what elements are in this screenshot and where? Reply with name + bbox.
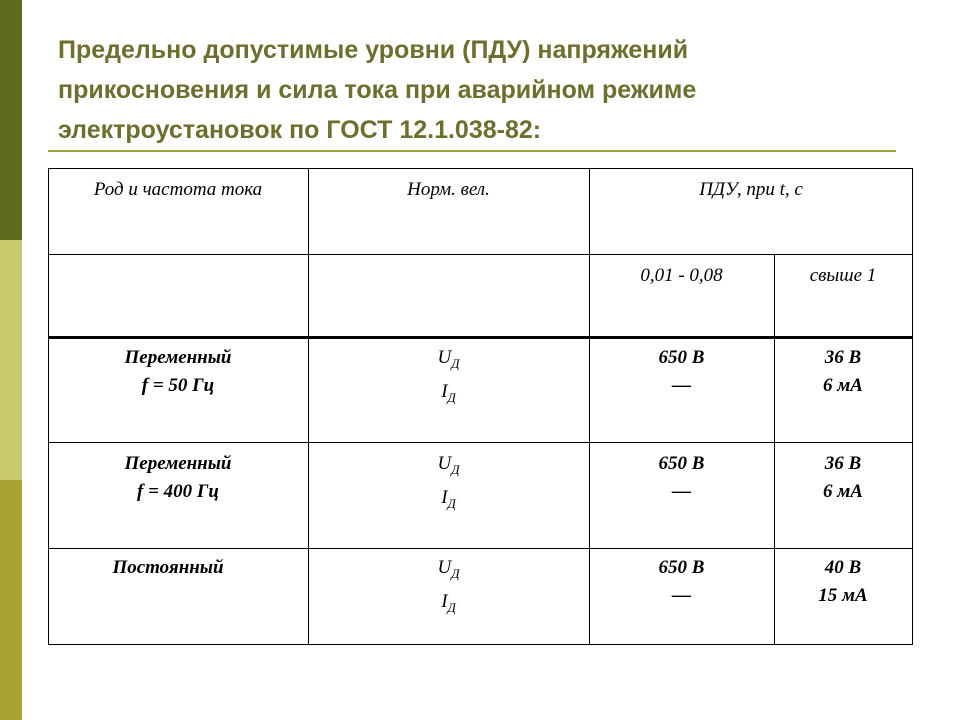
u-subscript: Д bbox=[451, 566, 460, 581]
table-row-divider bbox=[48, 254, 913, 255]
table-border-top bbox=[48, 168, 913, 169]
row-2-long-u: 36 В bbox=[824, 453, 862, 474]
row-3-short-u: 650 В bbox=[658, 557, 705, 578]
row-3-norm bbox=[308, 554, 589, 622]
u-subscript: Д bbox=[451, 462, 460, 477]
row-2-kind bbox=[48, 450, 308, 506]
title-line-3: электроустановок по ГОСТ 12.1.038-82: bbox=[58, 116, 542, 144]
row-1-long bbox=[774, 344, 912, 400]
table-border-right bbox=[912, 168, 913, 645]
title-line-2: прикосновения и сила тока при аварийном режиме bbox=[58, 76, 697, 104]
row-1-kind-line2: f = 50 Гц bbox=[141, 375, 215, 396]
i-subscript: Д bbox=[447, 496, 456, 511]
row-3-short bbox=[589, 554, 774, 610]
row-3-kind bbox=[48, 554, 288, 582]
header-kind: Род и частота тока bbox=[93, 179, 263, 200]
row-3-kind-line1: Постоянный bbox=[112, 557, 224, 578]
row-1-kind-line1: Переменный bbox=[124, 347, 232, 368]
row-2-long bbox=[774, 450, 912, 506]
row-2-kind-line2: f = 400 Гц bbox=[137, 481, 219, 502]
header-t-short: 0,01 - 0,08 bbox=[640, 265, 723, 286]
table-border-bottom bbox=[48, 644, 913, 645]
decor-bar-top bbox=[0, 0, 22, 240]
header-t-long: свыше 1 bbox=[809, 265, 877, 286]
slide-title bbox=[58, 30, 898, 150]
u-symbol: U bbox=[437, 347, 452, 368]
row-2-short-i: — bbox=[672, 481, 691, 502]
i-symbol: I bbox=[441, 487, 448, 508]
i-subscript: Д bbox=[447, 600, 456, 615]
i-symbol: I bbox=[441, 381, 448, 402]
table-row-divider bbox=[48, 548, 913, 549]
row-1-long-i: 6 мА bbox=[823, 375, 863, 396]
row-1-short bbox=[589, 344, 774, 400]
u-symbol: U bbox=[437, 557, 452, 578]
row-2-norm bbox=[308, 450, 589, 518]
header-pdu: ПДУ, при t, с bbox=[699, 179, 803, 200]
u-symbol: U bbox=[437, 453, 452, 474]
i-subscript: Д bbox=[447, 390, 456, 405]
row-2-short-u: 650 В bbox=[658, 453, 705, 474]
title-underline bbox=[48, 150, 896, 152]
row-3-long-i: 15 мА bbox=[818, 585, 868, 606]
decor-bar-bottom bbox=[0, 480, 22, 720]
row-1-norm bbox=[308, 344, 589, 412]
header-norm: Норм. вел. bbox=[407, 179, 490, 200]
title-line-1: Предельно допустимые уровни (ПДУ) напряжений bbox=[58, 36, 689, 64]
row-3-long-u: 40 В bbox=[824, 557, 862, 578]
i-symbol: I bbox=[441, 591, 448, 612]
table-row-divider bbox=[48, 442, 913, 443]
row-1-kind bbox=[48, 344, 308, 400]
header-bottom-rule bbox=[48, 336, 913, 339]
row-1-long-u: 36 В bbox=[824, 347, 862, 368]
row-1-short-i: — bbox=[672, 375, 691, 396]
pdu-table bbox=[48, 168, 913, 646]
row-3-short-i: — bbox=[672, 585, 691, 606]
row-2-short bbox=[589, 450, 774, 506]
u-subscript: Д bbox=[451, 356, 460, 371]
row-2-kind-line1: Переменный bbox=[124, 453, 232, 474]
decor-bar-middle bbox=[0, 240, 22, 480]
row-2-long-i: 6 мА bbox=[823, 481, 863, 502]
row-3-long bbox=[774, 554, 912, 610]
row-1-short-u: 650 В bbox=[658, 347, 705, 368]
